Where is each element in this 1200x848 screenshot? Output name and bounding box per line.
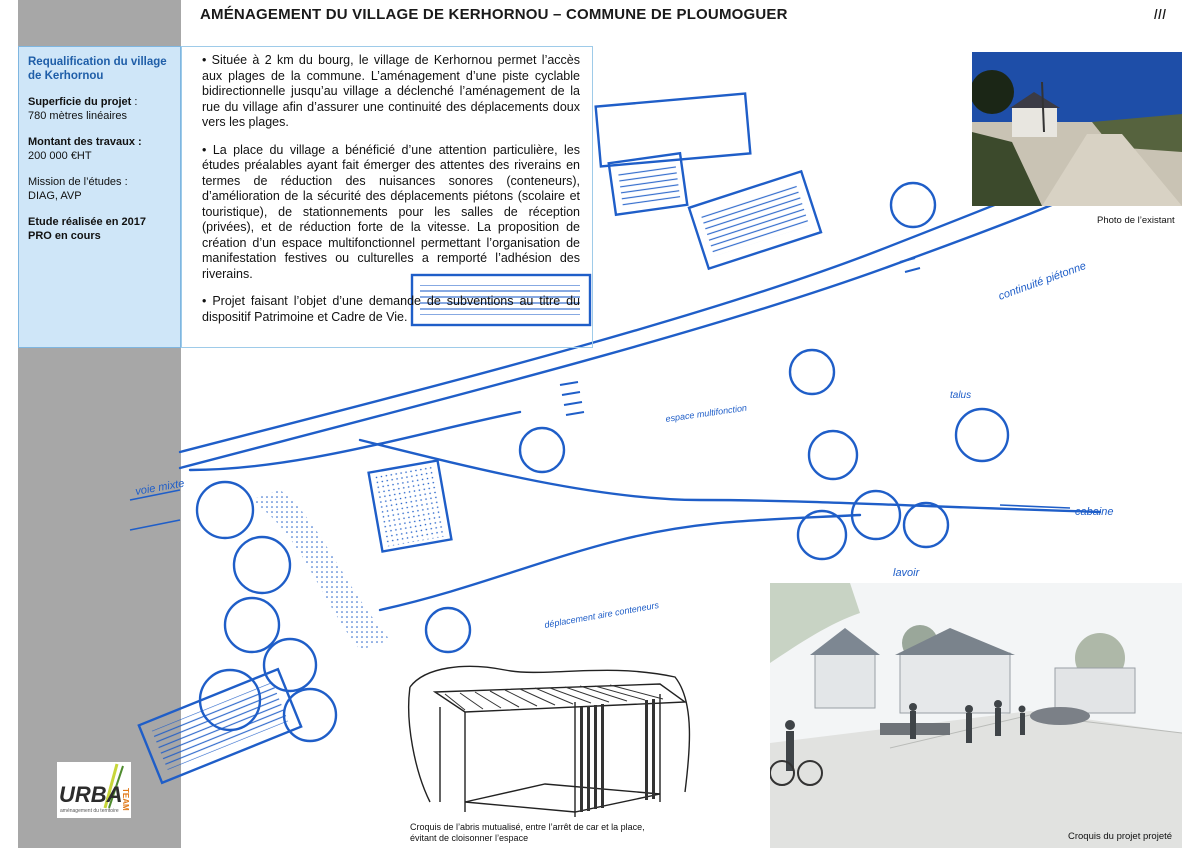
logo-text: URBA <box>59 782 123 807</box>
page-title: AMÉNAGEMENT DU VILLAGE DE KERHORNOU – COMMUNE DE PLOUMOGUER <box>200 6 788 23</box>
label-cabaine: cabaine <box>1075 506 1114 518</box>
cost-value: 200 000 €HT <box>28 150 92 162</box>
logo-sub: TEAM <box>121 788 130 811</box>
existing-photo-caption: Photo de l’existant <box>1097 215 1175 226</box>
label-voie-mixte: voie mixte <box>134 477 186 498</box>
mission-block <box>28 175 171 203</box>
project-caption: Croquis du projet projeté <box>1068 831 1173 842</box>
existing-site-photo <box>972 52 1182 206</box>
area-block: Superficie du projet : 780 mètres linéaires <box>28 96 138 122</box>
shelter-caption-line2: évitant de cloisonner l’espace <box>410 833 529 843</box>
urbateam-logo <box>57 762 131 818</box>
description-text <box>181 46 593 348</box>
shelter-sketch <box>405 662 705 822</box>
mission-label: Mission de l’études : <box>28 176 128 188</box>
label-lavoir: lavoir <box>893 567 920 579</box>
shelter-caption-line1: Croquis de l’abris mutualisé, entre l’arrêt de car et la place, <box>410 822 645 832</box>
description-paragraph-3: • Projet faisant l’objet d’une demande de subventions au titre du dispositif Patrimoine et Cadre de Vie. <box>202 294 580 324</box>
shelter-caption <box>410 822 645 844</box>
project-perspective-image <box>770 583 1182 848</box>
cost-label: Montant des travaux : <box>28 136 142 148</box>
area-value: 780 mètres linéaires <box>28 110 128 122</box>
label-espace-multifonction: espace multifonction <box>664 402 748 424</box>
cost-block <box>28 135 171 163</box>
study-line2: PRO en cours <box>28 230 101 242</box>
project-title: Requalification du village de Kerhornou <box>28 56 167 82</box>
project-info-panel <box>18 46 181 348</box>
label-deplacement-conteneurs: déplacement aire conteneurs <box>543 599 660 630</box>
study-block <box>28 215 171 243</box>
label-continuite-pietonne: continuité piétonne <box>996 259 1088 303</box>
label-talus: talus <box>950 390 972 401</box>
description-paragraph-1: • Située à 2 km du bourg, le village de Kerhornou permet l’accès aux plages de la commune. L’aménagement d’une piste cyclable bidirectionnelle jusqu’au village a déclenché l’aménagement de la rue du village afin d’assurer une continuité des déplacements doux vers les plages. <box>202 53 580 129</box>
mission-value: DIAG, AVP <box>28 190 82 202</box>
study-line1: Etude réalisée en 2017 <box>28 216 147 228</box>
logo-tagline: aménagement du territoire <box>60 808 119 814</box>
page-number: III <box>1153 6 1166 23</box>
description-paragraph-2: • La place du village a bénéficié d’une attention particulière, les études préalables ayant fait émerger des attentes des riverains en termes de réduction des nuisances sonores (conteneurs), d’amélioration de la sécurité des déplacements piétons (scolaire et touristique), de stationnements pour les salles de réception (privées), et de réduction forte de la vitesse. La proposition de création d’un espace multifonctionnel permettant l’organisation de manifestation festives ou culturelles a remporté l’adhésion des riverains. <box>202 142 580 281</box>
area-label: Superficie du projet <box>28 96 132 108</box>
